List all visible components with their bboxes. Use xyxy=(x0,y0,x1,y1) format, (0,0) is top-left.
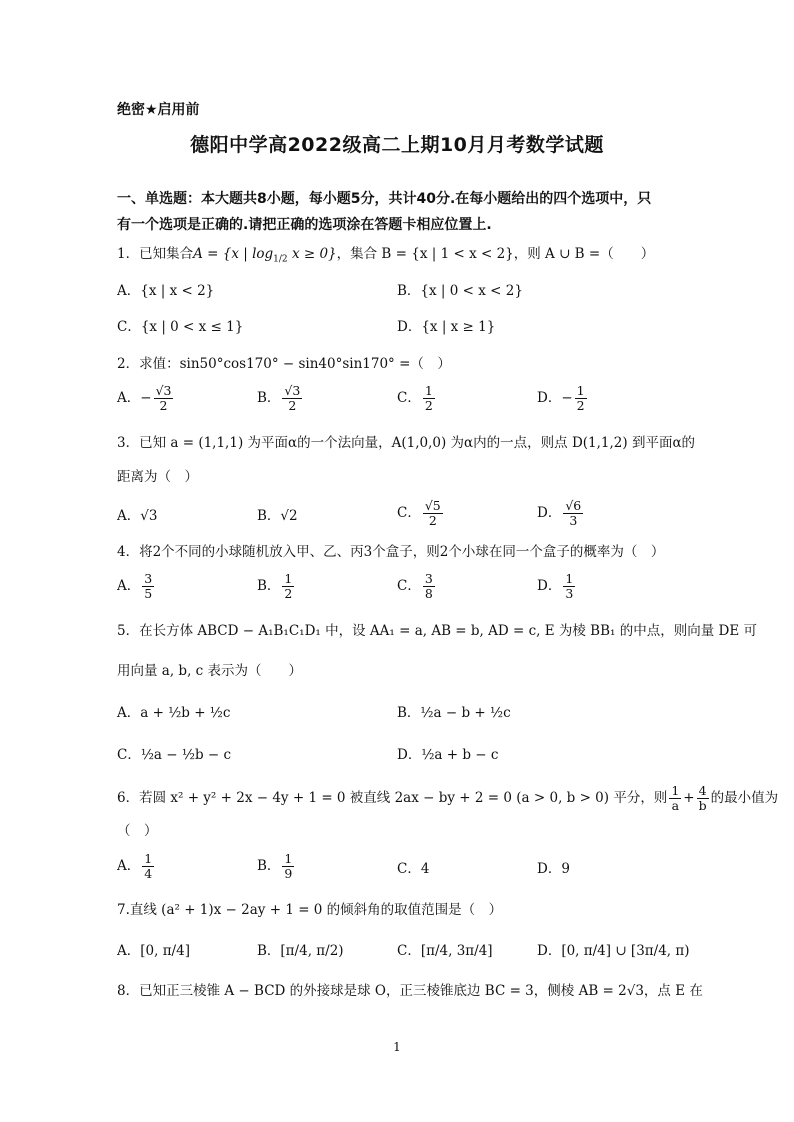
question-1-option-c: C．{x | 0 < x ≤ 1} xyxy=(117,319,244,335)
question-3-stem-line2: 距离为（ ） xyxy=(117,469,198,485)
question-6-option-d: D．9 xyxy=(537,861,570,877)
section-instruction-line1: 一、单选题：本大题共8小题，每小题5分，共计40分.在每小题给出的四个选项中，只 xyxy=(117,191,652,207)
question-7-option-a: A．[0, π/4] xyxy=(117,943,190,959)
question-3-stem-line1: 3．已知 a = (1,1,1) 为平面α的一个法向量，A(1,0,0) 为α内的一点，则点 D(1,1,2) 到平面α的 xyxy=(117,435,696,451)
question-5-stem-line2: 用向量 a, b, c 表示为（ ） xyxy=(117,663,302,679)
question-3-option-d: D． $\frac{√6}{3}$ xyxy=(537,498,582,528)
question-6-option-b: B． $\frac{1}{9}$ xyxy=(257,851,293,881)
question-2-stem: 2．求值：sin50°cos170° − sin40°sin170° =（ ） xyxy=(117,356,451,372)
question-6-option-a: A． $\frac{1}{4}$ xyxy=(117,851,153,881)
question-2-option-b: B． $\frac{√3}{2}$ xyxy=(257,383,301,413)
question-7-stem: 7.直线 (a² + 1)x − 2ay + 1 = 0 的倾斜角的取值范围是（ ） xyxy=(117,902,503,918)
section-instruction-line2: 有一个选项是正确的.请把正确的选项涂在答题卡相应位置上. xyxy=(117,217,492,233)
question-1-option-d: D．{x | x ≥ 1} xyxy=(397,319,496,335)
question-3-option-b: B．√2 xyxy=(257,508,298,524)
question-5-option-c: C．½a − ½b − c xyxy=(117,747,232,763)
question-7-option-c: C．[π/4, 3π/4] xyxy=(397,943,493,959)
question-5-stem-line1: 5．在长方体 ABCD − A₁B₁C₁D₁ 中，设 AA₁ = a, AB = b, AD = c, E 为棱 BB₁ 的中点，则向量 DE 可 xyxy=(117,623,757,639)
question-5-option-a: A．a + ½b + ½c xyxy=(117,705,231,721)
question-5-option-b: B．½a − b + ½c xyxy=(397,705,511,721)
question-4-option-a: A． $\frac{3}{5}$ xyxy=(117,571,153,601)
question-7-option-d: D．[0, π/4] ∪ [3π/4, π) xyxy=(537,943,690,959)
question-1-option-a: A．{x | x < 2} xyxy=(117,283,215,299)
question-1-stem: 1．已知集合A = {x | $\log_{1/2} x \ge 0$}，集合 B = {x | 1 < x < 2}，则 A ∪ B =（ ） xyxy=(117,246,655,265)
page-number: 1 xyxy=(393,1040,401,1054)
question-4-option-d: D． $\frac{1}{3}$ xyxy=(537,571,574,601)
question-2-option-a: A．− $\frac{√3}{2}$ xyxy=(117,383,172,413)
question-4-option-c: C． $\frac{3}{8}$ xyxy=(397,571,433,601)
question-1-option-b: B．{x | 0 < x < 2} xyxy=(397,283,523,299)
question-6-stem-line1: 6．若圆 x² + y² + 2x − 4y + 1 = 0 被直线 2ax − by + 2 = 0 (a > 0, b > 0) 平分，则 $\frac{1}{a}$ + $\frac{4}{b}$ 的最小值为 xyxy=(117,783,779,813)
question-6-stem-line2: （ ） xyxy=(117,823,158,839)
page-title: 德阳中学高2022级高二上期10月月考数学试题 xyxy=(190,134,604,156)
question-2-option-d: D．− $\frac{1}{2}$ xyxy=(537,383,585,413)
confidential-label: 绝密★启用前 xyxy=(117,102,200,118)
question-6-option-c: C．4 xyxy=(397,861,430,877)
question-3-option-c: C． $\frac{√5}{2}$ xyxy=(397,498,441,528)
question-4-option-b: B． $\frac{1}{2}$ xyxy=(257,571,293,601)
question-2-option-c: C． $\frac{1}{2}$ xyxy=(397,383,433,413)
question-3-option-a: A．√3 xyxy=(117,508,158,524)
question-8-stem: 8．已知正三棱锥 A − BCD 的外接球是球 O，正三棱锥底边 BC = 3，侧棱 AB = 2√3，点 E 在 xyxy=(117,983,703,999)
question-7-option-b: B．[π/4, π/2) xyxy=(257,943,344,959)
question-4-stem: 4．将2个不同的小球随机放入甲、乙、丙3个盒子，则2个小球在同一个盒子的概率为（ ） xyxy=(117,544,665,560)
question-5-option-d: D．½a + b − c xyxy=(397,747,499,763)
